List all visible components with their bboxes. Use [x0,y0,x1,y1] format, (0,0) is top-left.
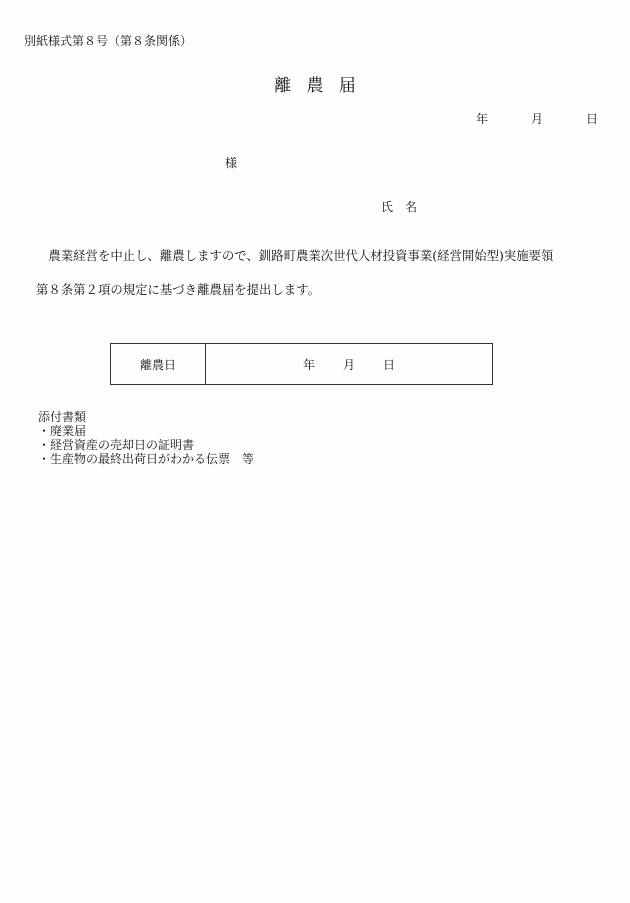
attachments-heading: 添付書類 [38,410,87,424]
form-number: 別紙様式第８号（第８条関係） [24,34,193,48]
submission-date [476,110,598,127]
attachments-section [38,410,254,466]
document-title: 離農届 [274,76,372,96]
farm-exit-date-day: 日 [382,357,395,372]
submission-date-month: 月 [531,112,544,126]
submission-date-year: 年 [476,112,489,126]
farm-exit-date-field [206,344,492,384]
applicant-name-label: 氏 名 [381,200,418,214]
attachment-item: ・生産物の最終出荷日がわかる伝票 等 [38,452,255,466]
farm-exit-date-month: 月 [342,357,355,372]
farm-exit-date-table [110,343,493,385]
farm-exit-date-year: 年 [302,357,315,372]
farm-exit-date-label: 離農日 [111,344,206,384]
attachment-item: ・経営資産の売却日の証明書 [38,438,195,452]
attachment-item: ・廃業届 [38,424,87,438]
submission-date-day: 日 [586,112,599,126]
addressee-honorific: 様 [225,156,238,170]
body-text-line-1: 農業経営を中止し、離農しますので、釧路町農業次世代人材投資事業(経営開始型)実施要領 [36,248,554,263]
body-text-line-2: 第８条第２項の規定に基づき離農届を提出します。 [36,282,320,297]
